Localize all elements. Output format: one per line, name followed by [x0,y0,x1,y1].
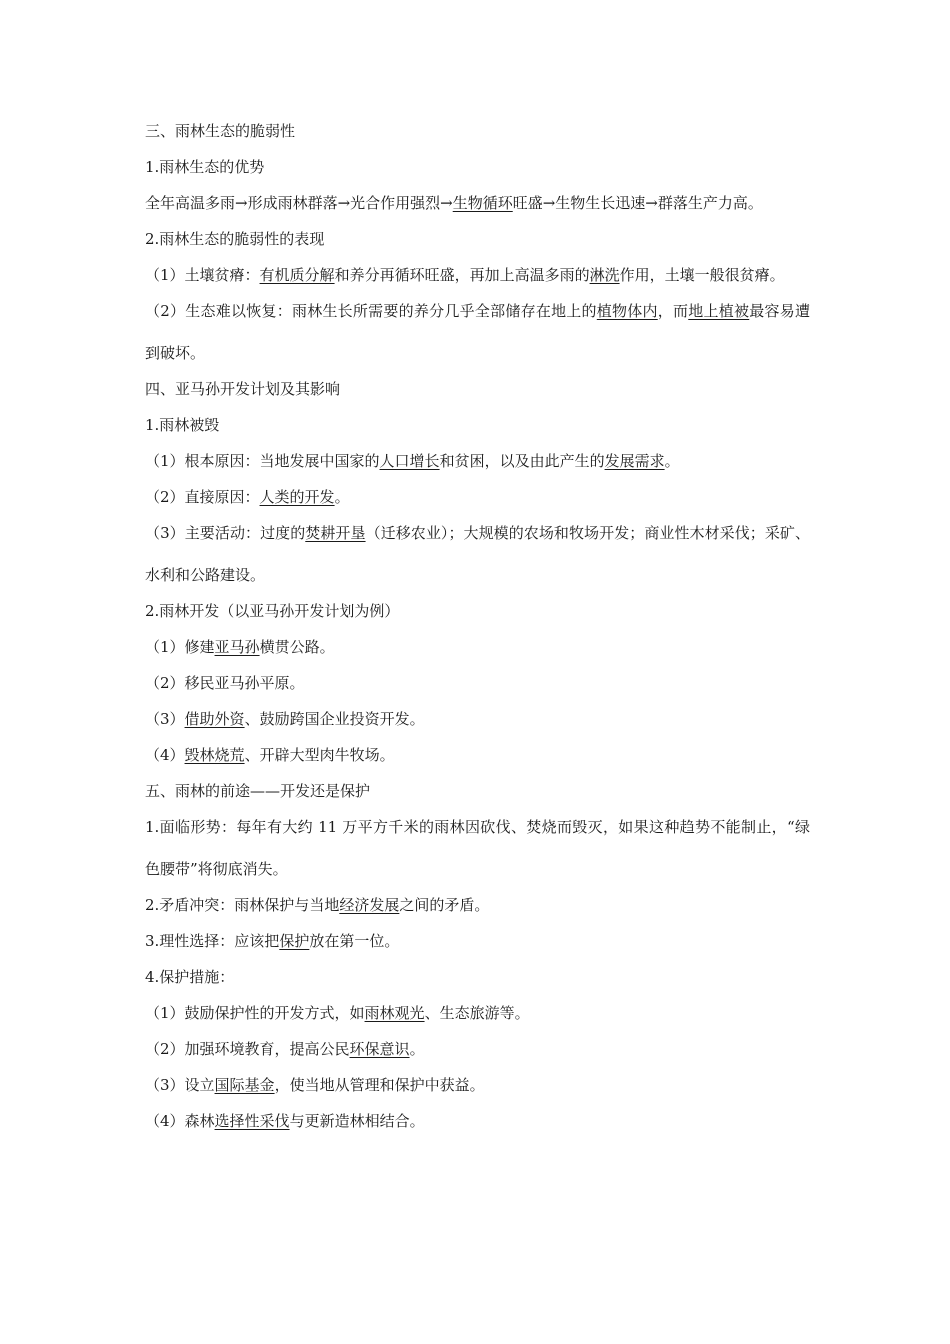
section-4-item-2-2: （2）移民亚马孙平原。 [145,674,305,692]
document-page [145,122,810,1130]
section-5-item-4-2: （2）加强环境教育，提高公民环保意识。 [145,1040,425,1058]
section-5-item-3: 3.理性选择：应该把保护放在第一位。 [145,932,400,950]
section-4-item-1-1: （1）根本原因：当地发展中国家的人口增长和贫困，以及由此产生的发展需求。 [145,452,680,470]
section-5-heading: 五、雨林的前途——开发还是保护 [145,782,371,800]
underlined-term: 经济发展 [339,896,400,914]
underlined-term: 有机质分解 [259,266,335,284]
underlined-term: 借助外资 [184,710,245,728]
underlined-term: 保护 [279,932,310,950]
underlined-term: 焚耕开垦 [305,524,366,542]
section-4-item-2-4: （4）毁林烧荒、开辟大型肉牛牧场。 [145,746,395,764]
underlined-term: 植物体内 [596,302,658,320]
underlined-term: 环保意识 [349,1040,410,1058]
section-4-item-1-3: （3）主要活动：过度的焚耕开垦（迁移农业）；大规模的农场和牧场开发；商业性木材采伐；采矿、水利和公路建设。 [145,524,810,584]
section-5-item-4-3: （3）设立国际基金，使当地从管理和保护中获益。 [145,1076,485,1094]
section-5-item-2: 2.矛盾冲突：雨林保护与当地经济发展之间的矛盾。 [145,896,490,914]
section-4-item-1-heading: 1.雨林被毁 [145,416,220,434]
underlined-term: 亚马孙 [214,638,260,656]
section-3-item-1-text: 全年高温多雨→形成雨林群落→光合作用强烈→生物循环旺盛→生物生长迅速→群落生产力高。 [145,194,763,212]
section-4-item-2-heading: 2.雨林开发（以亚马孙开发计划为例） [145,602,400,620]
section-3-heading: 三、雨林生态的脆弱性 [145,122,296,140]
section-3-item-2-1: （1）土壤贫瘠：有机质分解和养分再循环旺盛，再加上高温多雨的淋洗作用，土壤一般很贫瘠。 [145,266,785,284]
underlined-term: 人口增长 [379,452,440,470]
section-3-item-1-heading: 1.雨林生态的优势 [145,158,265,176]
underlined-term: 地上植被 [688,302,750,320]
underlined-term: 淋洗 [589,266,620,284]
underlined-term: 生物循环 [452,194,513,212]
section-4-item-1-2: （2）直接原因：人类的开发。 [145,488,350,506]
section-5-item-4-heading: 4.保护措施： [145,968,235,986]
section-4-item-2-3: （3）借助外资、鼓励跨国企业投资开发。 [145,710,425,728]
section-5-item-4-1: （1）鼓励保护性的开发方式，如雨林观光、生态旅游等。 [145,1004,530,1022]
section-5-item-1: 1.面临形势：每年有大约 11 万平方千米的雨林因砍伐、焚烧而毁灭，如果这种趋势不能制止，“绿色腰带”将彻底消失。 [145,818,810,878]
underlined-term: 雨林观光 [364,1004,425,1022]
underlined-term: 人类的开发 [259,488,335,506]
section-4-item-2-1: （1）修建亚马孙横贯公路。 [145,638,335,656]
underlined-term: 国际基金 [214,1076,275,1094]
section-4-heading: 四、亚马孙开发计划及其影响 [145,380,341,398]
underlined-term: 选择性采伐 [214,1112,290,1130]
underlined-term: 发展需求 [604,452,665,470]
underlined-term: 毁林烧荒 [184,746,245,764]
section-3-item-2-heading: 2.雨林生态的脆弱性的表现 [145,230,325,248]
section-3-item-2-2: （2）生态难以恢复：雨林生长所需要的养分几乎全部储存在地上的植物体内，而地上植被最容易遭到破坏。 [145,302,810,362]
section-5-item-4-4: （4）森林选择性采伐与更新造林相结合。 [145,1112,425,1130]
